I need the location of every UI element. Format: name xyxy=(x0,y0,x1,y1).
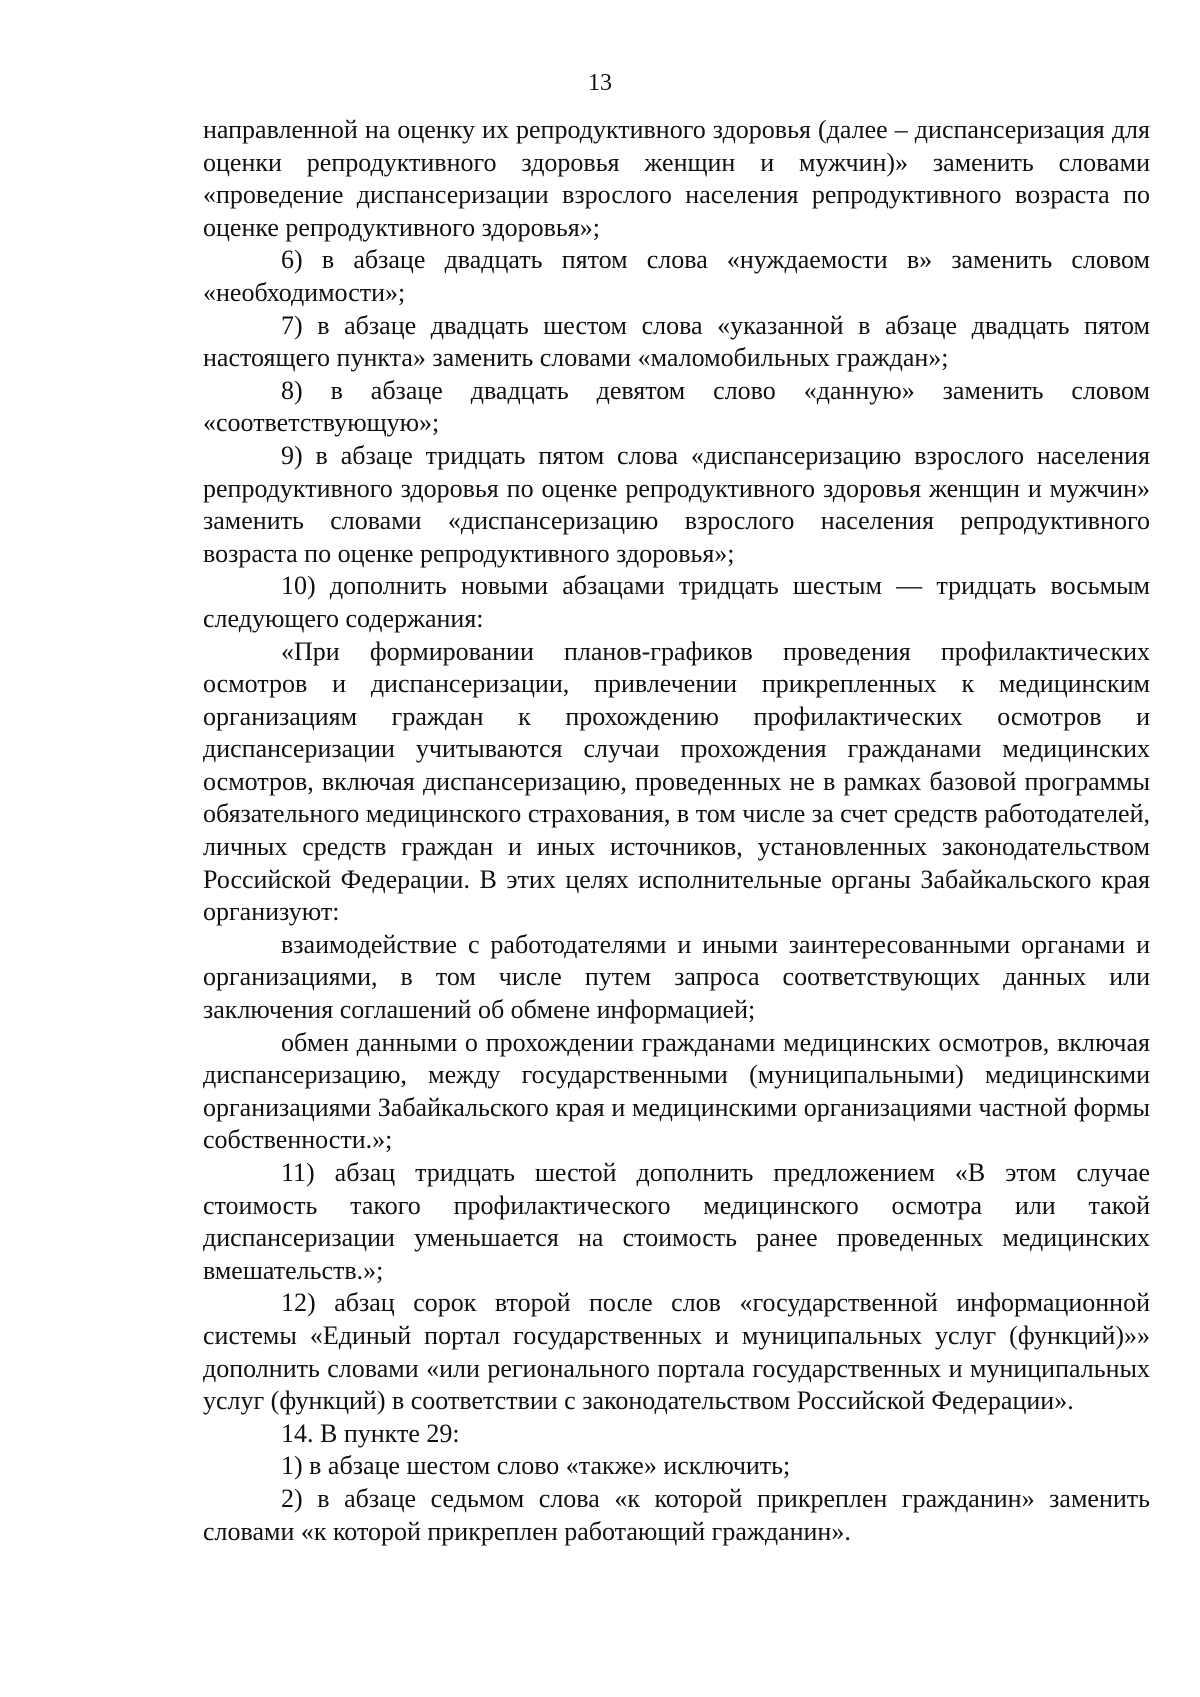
paragraph-continuation: направленной на оценку их репродуктивного здоровья (далее – диспансеризация для оценки репродуктивного здоровья женщин и мужчин)» заменить словами «проведение диспансеризации взрослого населения репродуктивного возраста по оценке репродуктивного здоровья»; xyxy=(203,115,1150,242)
document-body xyxy=(203,114,1150,1548)
paragraph-item-6: 6) в абзаце двадцать пятом слова «нуждаемости в» заменить словом «необходимости»; xyxy=(203,245,1150,307)
paragraph-item-12: 12) абзац сорок второй после слов «государственной информационной системы «Единый портал государственных и муниципальных услуг (функций)»» дополнить словами «или регионального портала государственных и муниципальных услуг (функций) в соответствии с законодательством Российской Федерации». xyxy=(203,1288,1150,1416)
paragraph-subitem-2: 2) в абзаце седьмом слова «к которой прикреплен гражданин» заменить словами «к которой прикреплен работающий гражданин». xyxy=(203,1483,1150,1546)
paragraph-quoted-37: взаимодействие с работодателями и иными заинтересованными органами и организациями, в том числе путем запроса соответствующих данных или заключения соглашений об обмене информацией; xyxy=(203,929,1150,1025)
paragraph-item-9: 9) в абзаце тридцать пятом слова «диспансеризацию взрослого населения репродуктивного здоровья по оценке репродуктивного здоровья женщин и мужчин» заменить словами «диспансеризацию взрослого населения репродуктивного возраста по оценке репродуктивного здоровья»; xyxy=(203,440,1150,568)
section-heading-14: 14. В пункте 29: xyxy=(281,1418,460,1448)
paragraph-subitem-1: 1) в абзаце шестом слово «также» исключить; xyxy=(281,1451,791,1481)
paragraph-item-7: 7) в абзаце двадцать шестом слова «указанной в абзаце двадцать пятом настоящего пункта» заменить словами «маломобильных граждан»; xyxy=(203,310,1150,373)
page-number: 13 xyxy=(588,70,612,96)
paragraph-item-11: 11) абзац тридцать шестой дополнить предложением «В этом случае стоимость такого профилактического медицинского осмотра или такой диспансеризации уменьшается на стоимость ранее проведенных медицинских вмешательств.»; xyxy=(203,1158,1150,1285)
paragraph-quoted-38: обмен данными о прохождении гражданами медицинских осмотров, включая диспансеризацию, между государственными (муниципальными) медицинскими организациями Забайкальского края и медицинскими организациями частной формы собственности.»; xyxy=(203,1027,1150,1155)
paragraph-item-8: 8) в абзаце двадцать девятом слово «данную» заменить словом «соответствующую»; xyxy=(203,375,1150,438)
paragraph-item-10: 10) дополнить новыми абзацами тридцать шестым — тридцать восьмым следующего содержания: xyxy=(203,571,1150,633)
paragraph-quoted-36: «При формировании планов-графиков проведения профилактических осмотров и диспансеризации, привлечении прикрепленных к медицинским организациям граждан к прохождению профилактических осмотров и диспансеризации учитываются случаи прохождения гражданами медицинских осмотров, включая диспансеризацию, проведенных не в рамках базовой программы обязательного медицинского страхования, в том числе за счет средств работодателей, личных средств граждан и иных источников, установленных законодательством Российской Федерации. В этих целях исполнительные органы Забайкальского края организуют: xyxy=(203,636,1150,927)
